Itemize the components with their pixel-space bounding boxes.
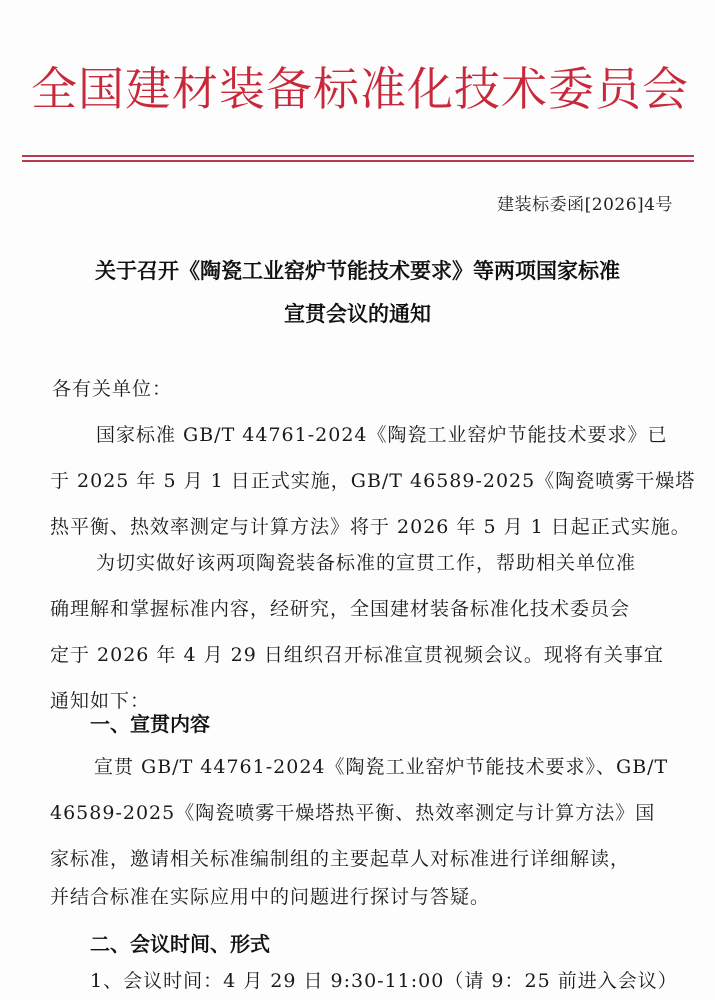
purpose-line: 为切实做好该两项陶瓷装备标准的宣贯工作，帮助相关单位准 xyxy=(96,552,637,574)
intro-line: 热平衡、热效率测定与计算方法》将于 2026 年 5 月 1 日起正式实施。 xyxy=(50,516,691,538)
letterhead-rule-top xyxy=(22,155,694,157)
section-line: 宣贯 GB/T 44761-2024《陶瓷工业窑炉节能技术要求》、GB/T xyxy=(94,756,669,778)
section-line: 1、会议时间：4 月 29 日 9:30-11:00（请 9：25 前进入会议） xyxy=(90,970,678,992)
section-line: 并结合标准在实际应用中的问题进行探讨与答疑。 xyxy=(50,886,491,908)
section-heading: 一、宣贯内容 xyxy=(90,712,210,736)
document-number: 建装标委函[2026]4号 xyxy=(497,195,673,215)
salutation: 各有关单位： xyxy=(52,378,173,400)
letterhead-organization: 全国建材装备标准化技术委员会 xyxy=(31,62,689,116)
section-heading: 二、会议时间、形式 xyxy=(90,932,270,956)
purpose-line: 通知如下： xyxy=(50,690,151,712)
purpose-line: 确理解和掌握标准内容，经研究，全国建材装备标准化技术委员会 xyxy=(50,598,631,620)
notice-title-line-2: 宣贯会议的通知 xyxy=(284,302,431,326)
intro-line: 国家标准 GB/T 44761-2024《陶瓷工业窑炉节能技术要求》已 xyxy=(96,424,668,446)
section-line: 家标准，邀请相关标准编制组的主要起草人对标准进行详细解读， xyxy=(50,848,631,870)
section-line: 46589-2025《陶瓷喷雾干燥塔热平衡、热效率测定与计算方法》国 xyxy=(50,802,656,824)
intro-line: 于 2025 年 5 月 1 日正式实施，GB/T 46589-2025《陶瓷喷雾干燥塔 xyxy=(50,470,696,492)
purpose-line: 定于 2026 年 4 月 29 日组织召开标准宣贯视频会议。现将有关事宜 xyxy=(50,644,664,666)
letterhead-rule-bottom xyxy=(22,160,694,162)
notice-title-line-1: 关于召开《陶瓷工业窑炉节能技术要求》等两项国家标准 xyxy=(95,259,620,283)
